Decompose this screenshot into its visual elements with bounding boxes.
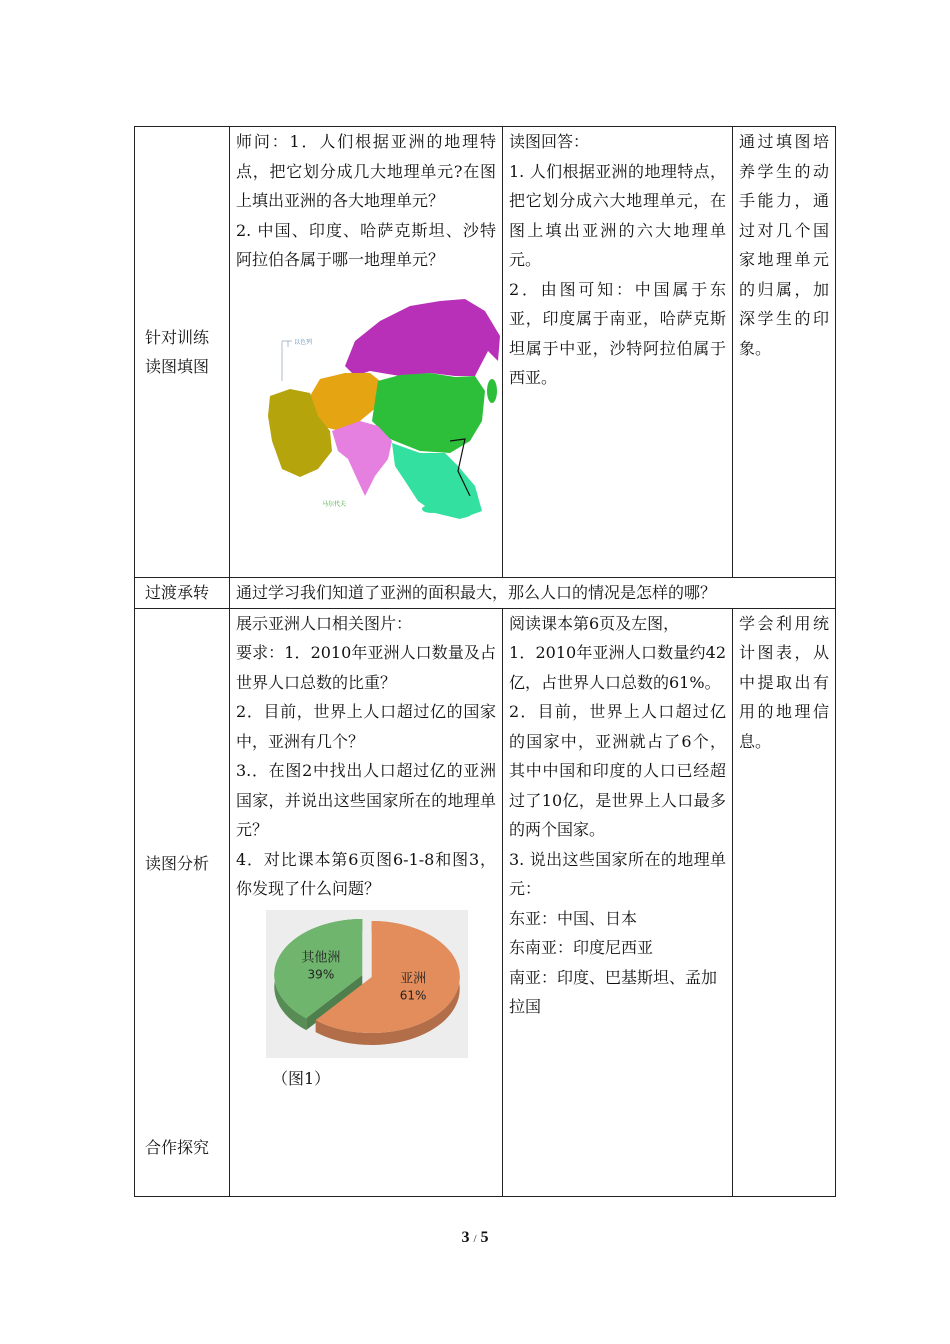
design-purpose-cell: 通过填图培养学生的动手能力，通过对几个国家地理单元的归属，加深学生的印象。 <box>733 127 836 578</box>
teacher-show-intro: 展示亚洲人口相关图片： <box>236 613 413 633</box>
student-answer-2: 2．由图可知：中国属于东亚，印度属于南亚，哈萨克斯坦属于中亚，沙特阿拉伯属于西亚。 <box>509 279 726 387</box>
page-number <box>0 1229 950 1247</box>
transition-text: 通过学习我们知道了亚洲的面积最大，那么人口的情况是怎样的哪？ <box>230 578 836 609</box>
label-line: 读图填图 <box>145 357 210 376</box>
map-label-maldives: 马尔代夫 <box>322 500 347 508</box>
pie-value-asia: 61% <box>399 988 427 1003</box>
south-asia-region <box>332 421 392 496</box>
teacher-requirement-1: 要求：1．2010年亚洲人口数量及占世界人口总数的比重？ <box>236 643 496 692</box>
student-answer-population: 1．2010年亚洲人口数量约42亿，占世界人口总数的61%。 <box>509 643 726 692</box>
figure-caption: （图1） <box>272 1068 331 1088</box>
student-unit-east-asia: 东亚：中国、日本 <box>509 908 638 928</box>
pie-label-other: 其他洲 <box>301 949 341 965</box>
row-label-analysis <box>135 608 230 1196</box>
teacher-activity-cell <box>230 127 503 578</box>
label-analysis: 读图分析 <box>145 853 210 873</box>
student-unit-southeast-asia: 东南亚：印度尼西亚 <box>509 938 654 957</box>
row-reading-training <box>135 127 836 578</box>
design-purpose-cell-2: 学会利用统计图表，从中提取出有用的地理信息。 <box>733 608 836 1196</box>
teacher-activity-cell-2 <box>230 608 503 1196</box>
teacher-question-1: 师问：1．人们根据亚洲的地理特点，把它划分成几大地理单元?在图上填出亚洲的各大地理单元？ <box>236 132 496 210</box>
teacher-question-2: 2. 中国、印度、哈萨克斯坦、沙特阿拉伯各属于哪一地理单元？ <box>236 220 496 269</box>
page-separator: / <box>473 1233 477 1245</box>
student-activity-cell <box>503 127 733 578</box>
student-unit-south-asia: 南亚：印度、巴基斯坦、孟加拉国 <box>509 967 718 1016</box>
lesson-table <box>134 126 836 1197</box>
asia-regions-map <box>260 281 503 526</box>
student-answer-intro: 读图回答： <box>509 132 590 151</box>
pie-label-asia: 亚洲 <box>400 971 427 987</box>
pie-svg <box>266 910 468 1058</box>
pie-value-other: 39% <box>307 966 335 981</box>
map-label-israel: 以色列 <box>294 338 313 346</box>
row-label-transition: 过渡承转 <box>135 578 230 609</box>
row-label-training <box>135 127 230 578</box>
page-total: 5 <box>480 1229 489 1246</box>
student-answer-1: 1. 人们根据亚洲的地理特点，把它划分成六大地理单元，在图上填出亚洲的六大地理单元。 <box>509 161 726 269</box>
teacher-requirement-4: 4．对比课本第6页图6-1-8和图3，你发现了什么问题？ <box>236 849 496 898</box>
student-answer-units-intro: 3. 说出这些国家所在的地理单元： <box>509 849 726 898</box>
row-transition <box>135 578 836 609</box>
student-answer-countries: 2．目前，世界上人口超过亿的国家中，亚洲就占了6个，其中中国和印度的人口已经超过了10亿，是世界上人口最多的两个国家。 <box>509 702 726 839</box>
page-current: 3 <box>461 1229 470 1246</box>
population-pie-chart <box>266 910 468 1058</box>
asia-map-svg <box>260 281 503 526</box>
teacher-requirement-2: 2．目前，世界上人口超过亿的国家中，亚洲有几个？ <box>236 702 496 751</box>
teacher-requirement-3: 3.．在图2中找出人口超过亿的亚洲国家，并说出这些国家所在的地理单元？ <box>236 761 496 839</box>
label-line: 针对训练 <box>145 327 210 347</box>
student-read-intro: 阅读课本第6页及左图， <box>509 613 680 633</box>
student-activity-cell-2 <box>503 608 733 1196</box>
row-analysis <box>135 608 836 1196</box>
label-cooperation: 合作探究 <box>145 1137 210 1157</box>
north-asia-region <box>345 299 500 376</box>
